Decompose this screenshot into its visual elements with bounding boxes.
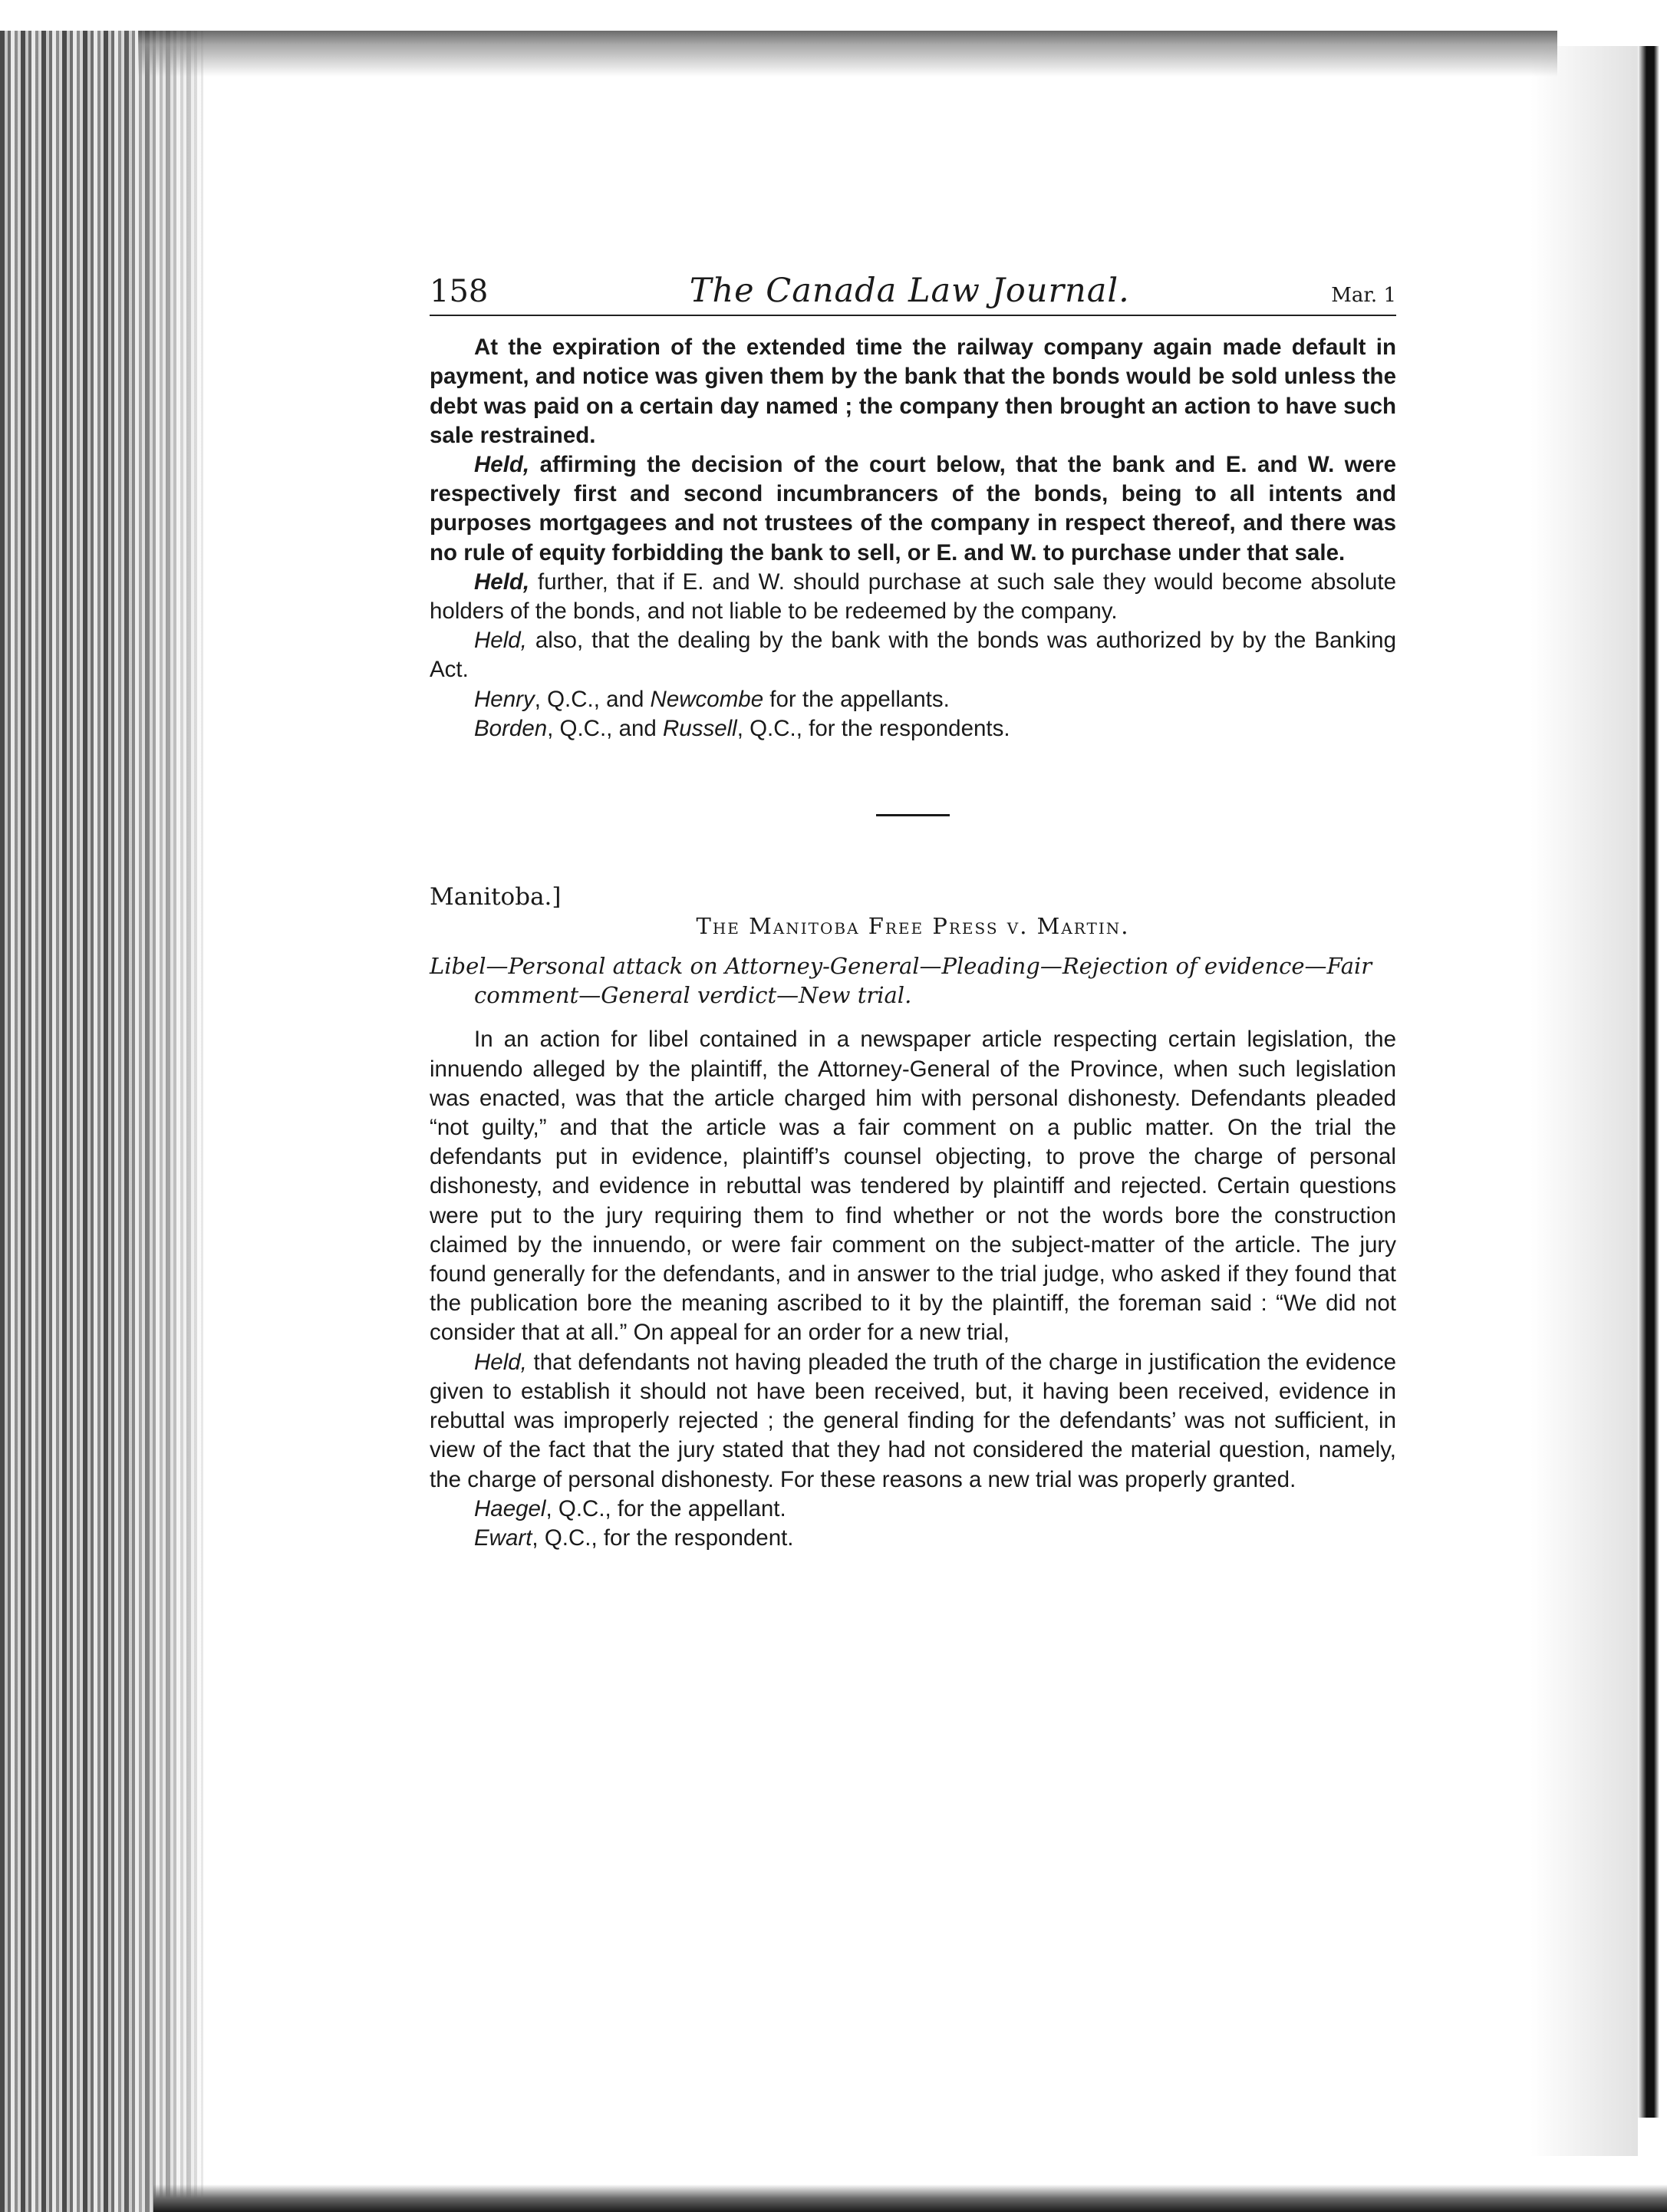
counsel-role: for the appellants.	[763, 686, 950, 712]
held-label: Held,	[474, 1349, 527, 1375]
page-bottom-edge	[153, 2184, 1667, 2212]
case-headnote: Libel—Personal attack on Attorney-General—Pleading—Rejection of evidence—Fair comment—General verdict—New trial.	[430, 953, 1372, 1009]
running-header	[430, 272, 1396, 316]
case-facts-paragraph: At the expiration of the extended time the railway company again made default in payment, and notice was given them by the bank that the bonds would be sold unless the debt was paid on a certain day named ; the company then brought an action to have such sale restrained.	[430, 335, 1396, 448]
counsel-respondent	[474, 1524, 1396, 1553]
case-railway-bonds	[430, 333, 1396, 743]
counsel-name: Newcombe	[650, 686, 764, 712]
issue-date: Mar. 1	[1331, 284, 1396, 307]
held-text: affirming the decision of the court below, that the bank and E. and W. were respectively first and second incumbrancers of the bonds, being to all intents and purposes mortgagees and not trustees of the company in respect thereof, and there was no rule of equity forbidding the bank to sell, or E. and W. to purchase under that sale.	[430, 452, 1396, 565]
page-number: 158	[430, 274, 489, 309]
section-divider	[876, 814, 950, 816]
held-label: Held,	[474, 569, 530, 595]
case-title: The Manitoba Free Press v. Martin.	[696, 913, 1130, 940]
counsel-role: , Q.C., for the respondent.	[532, 1525, 794, 1551]
held-paragraph	[430, 1348, 1396, 1495]
held-paragraph	[430, 450, 1396, 568]
held-text: further, that if E. and W. should purchase at such sale they would become absolute holders of the bonds, and not liable to be redeemed by the company.	[430, 569, 1396, 625]
counsel-respondents	[474, 714, 1396, 743]
journal-page	[430, 272, 1396, 1553]
counsel-name: Haegel	[474, 1495, 546, 1521]
page-right-edge	[1638, 46, 1659, 2118]
counsel-role: , Q.C., for the respondents.	[736, 715, 1010, 741]
page-right-shadow	[1530, 46, 1638, 2156]
held-label: Held,	[474, 452, 530, 478]
journal-title: The Canada Law Journal.	[689, 272, 1130, 310]
held-paragraph	[430, 626, 1396, 684]
counsel-name: Henry	[474, 686, 535, 712]
counsel-connector: , Q.C., and	[547, 715, 663, 741]
counsel-connector: , Q.C., and	[534, 686, 651, 712]
held-text: that defendants not having pleaded the truth of the charge in justification the evidence given to establish it should not have been received, but, it having been received, evidence in rebuttal was improperly rejected ; the general finding for the defendants’ was not sufficient, in view of the fact that the jury stated that they had not considered the material question, namely, the charge of personal dishonesty. For these reasons a new trial was properly granted.	[430, 1349, 1396, 1492]
counsel-name: Ewart	[474, 1525, 532, 1551]
counsel-name: Borden	[474, 715, 548, 741]
page-top-edge	[138, 31, 1557, 77]
held-label: Held,	[474, 628, 527, 654]
counsel-role: , Q.C., for the appellant.	[545, 1495, 786, 1521]
counsel-appellant	[474, 1495, 1396, 1524]
binding-shadow	[115, 31, 207, 2212]
held-text: also, that the dealing by the bank with the bonds was authorized by by the Banking Act.	[430, 628, 1396, 683]
case-manitoba-free-press	[430, 882, 1396, 1553]
counsel-appellants	[474, 685, 1396, 714]
court-label: Manitoba.]	[430, 883, 562, 912]
case-facts-paragraph: In an action for libel contained in a newspaper article respecting certain legislation, the innuendo alleged by the plaintiff, the Attorney-General of the Province, when such legislation was enacted, was that the article charged him with personal dishonesty. Defendants pleaded “not guilty,” and that the article was a fair comment on a public matter. On the trial the defendants put in evidence, plaintiff’s counsel objecting, to prove the charge of personal dishonesty, and evidence in rebuttal was tendered by plaintiff and rejected. Certain questions were put to the jury requiring them to find whether or not the words bore the construction claimed by the innuendo, or were fair comment on the subject-matter of the article. The jury found generally for the defendants, and in answer to the trial judge, who asked if they found that the publication bore the meaning ascribed to it by the plaintiff, the foreman said : “We did not consider that at all.” On appeal for an order for a new trial,	[430, 1027, 1396, 1346]
held-paragraph	[430, 568, 1396, 626]
counsel-name: Russell	[662, 715, 737, 741]
